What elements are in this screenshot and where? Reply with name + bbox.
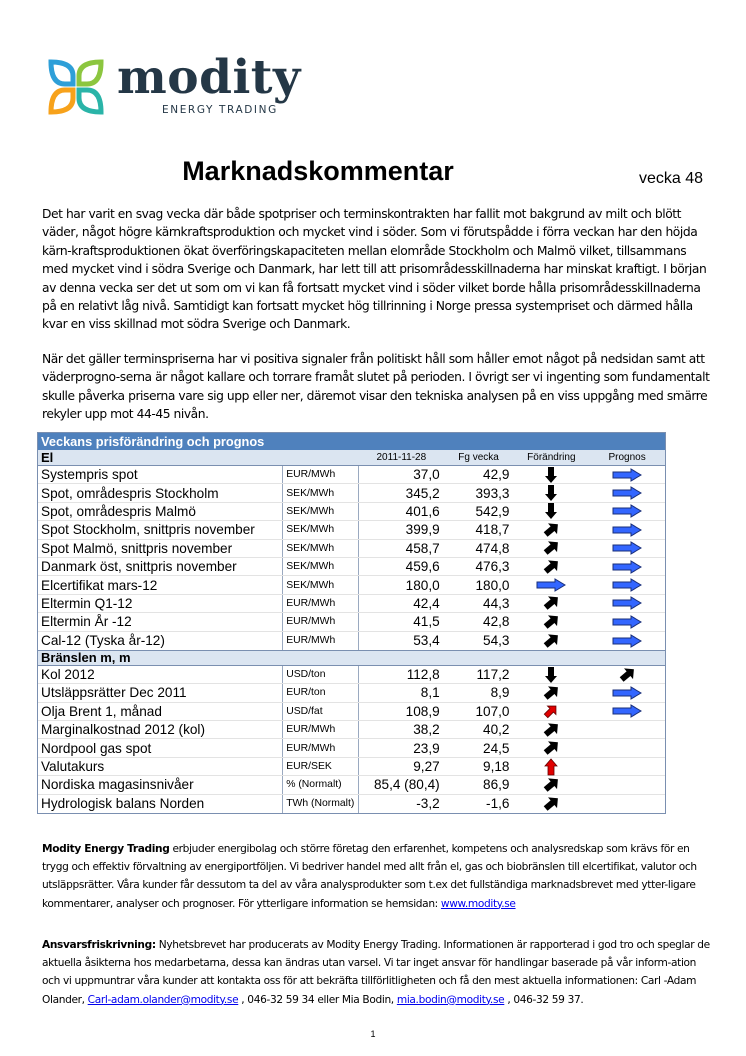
table-row [38, 521, 665, 539]
table-row [38, 595, 665, 613]
arrow-right-icon [612, 615, 642, 629]
row-current-value: 85,4 (80,4) [373, 777, 440, 793]
row-change [513, 684, 589, 701]
logo-subtitle: ENERGY TRADING [162, 104, 278, 116]
arrow-down-right-icon [541, 795, 561, 813]
table-row [38, 540, 665, 558]
row-previous-value: 8,9 [490, 685, 510, 701]
commentary-paragraph-2: När det gäller terminspriserna har vi positiva signaler från politiskt håll som håller emot något på nedsidan samt att väderprogno-serna är något kallare och torrare framåt slutet på perioden. I övrigt ser vi ingenting som fundamentalt skulle påverka priserna vare sig upp eller ner, däremot visar den tekniska analysen på en viss uppgång med smärre rekyler upp mot 44-45 nivån. [42, 352, 710, 422]
row-name: Eltermin År -12 [38, 613, 283, 630]
row-name: Olja Brent 1, månad [38, 703, 283, 720]
section-header-fuel [38, 650, 665, 666]
price-table-title: Veckans prisförändring och prognos [38, 433, 665, 450]
column-header-change: Förändring [527, 452, 576, 463]
row-forecast [589, 503, 665, 520]
row-forecast [589, 540, 665, 557]
row-previous-value: 44,3 [483, 595, 510, 611]
row-previous-value: 42,9 [483, 467, 510, 483]
row-unit: USD/fat [283, 703, 359, 720]
arrow-down-right-icon [541, 594, 561, 612]
row-previous-value: 42,8 [483, 614, 510, 630]
table-row [38, 795, 665, 813]
table-row [38, 576, 665, 594]
table-row [38, 666, 665, 684]
row-unit: SEK/MWh [283, 503, 359, 520]
table-row [38, 703, 665, 721]
row-forecast [589, 466, 665, 483]
section-title-fuel: Bränslen m, m [41, 650, 131, 666]
row-name: Elcertifikat mars-12 [38, 576, 283, 593]
disclaimer-body: Nyhetsbrevet har producerats av Modity Energy Trading. Informationen är rapporterad i god tro och speglar de aktuella åsikterna hos medarbetarna, dessa kan ändras utan varsel. Vi tar inget ansvar för handlingar baserade på vår inform-ation och vi uppmuntrar våra kunder att kontakta oss för att bekräfta tillförlitligheten och få den mest aktuella informationen: Carl -Adam Olander, [42, 939, 710, 1006]
modity-logo-icon [47, 58, 105, 116]
row-current-value: 112,8 [406, 667, 440, 683]
row-name: Eltermin Q1-12 [38, 595, 283, 612]
table-row [38, 684, 665, 702]
about-body: erbjuder energibolag och större företag den erfarenhet, kompetens och analysredskap som krävs för en trygg och effektiv förvaltning av energiportföljen. Vi bedriver handel med allt från el, gas och biobränslen till elcertifikat, valutor och utsläppsrätter. Våra kunder får dessutom ta del av våra analysprodukter som t.ex det fullständiga marknadsbrevet med ytter-ligare kommentarer, analyser och prognoser. För ytterligare information se hemsidan: [42, 843, 697, 910]
arrow-down-right-icon [541, 739, 561, 757]
row-change [513, 540, 589, 557]
row-unit: EUR/SEK [283, 758, 359, 775]
row-change [513, 703, 589, 720]
row-name: Spot, områdespris Malmö [38, 503, 283, 520]
row-previous-value: 107,0 [475, 703, 510, 719]
row-unit: TWh (Normalt) [283, 795, 359, 813]
row-current-value: 53,4 [413, 633, 440, 649]
email-link-bodin[interactable]: mia.bodin@modity.se [396, 993, 505, 1006]
arrow-right-icon [612, 634, 642, 648]
row-change [513, 795, 589, 813]
row-change [513, 776, 589, 793]
row-name: Utsläppsrätter Dec 2011 [38, 684, 283, 701]
arrow-right-icon [612, 504, 642, 518]
row-change [513, 576, 589, 593]
row-change [513, 558, 589, 575]
column-header-date: 2011-11-28 [376, 452, 427, 463]
row-current-value: 23,9 [413, 740, 440, 756]
arrow-down-icon [544, 502, 558, 520]
row-name: Kol 2012 [38, 666, 283, 683]
row-current-value: 180,0 [405, 577, 440, 593]
row-current-value: 345,2 [405, 485, 440, 501]
row-current-value: -3,2 [416, 796, 440, 812]
table-row [38, 558, 665, 576]
arrow-down-icon [544, 666, 558, 684]
row-name: Spot, områdespris Stockholm [38, 484, 283, 501]
row-forecast [589, 776, 665, 793]
row-unit: EUR/MWh [283, 595, 359, 612]
arrow-right-icon [612, 704, 642, 718]
fuel-rows [38, 666, 665, 813]
row-name: Marginalkostnad 2012 (kol) [38, 721, 283, 738]
table-row [38, 503, 665, 521]
arrow-right-icon [612, 560, 642, 574]
row-name: Spot Stockholm, snittpris november [38, 521, 283, 538]
row-current-value: 9,27 [413, 759, 440, 775]
table-row [38, 632, 665, 650]
row-current-value: 37,0 [413, 467, 440, 483]
arrow-up-icon [544, 758, 558, 776]
email-link-olander[interactable]: Carl-adam.olander@modity.se [87, 993, 239, 1006]
row-forecast [589, 613, 665, 630]
row-previous-value: 117,2 [476, 667, 510, 683]
row-change [513, 739, 589, 756]
arrow-right-icon [612, 686, 642, 700]
arrow-down-right-icon [541, 684, 561, 702]
arrow-down-right-icon [541, 539, 561, 557]
page-number: 1 [370, 1029, 376, 1039]
row-previous-value: 24,5 [483, 740, 510, 756]
row-forecast [589, 521, 665, 538]
row-change [513, 595, 589, 612]
row-previous-value: 393,3 [475, 485, 510, 501]
arrow-right-icon [612, 523, 642, 537]
row-change [513, 632, 589, 650]
row-unit: % (Normalt) [283, 776, 359, 793]
row-unit: EUR/MWh [283, 721, 359, 738]
website-link[interactable]: www.modity.se [440, 897, 516, 910]
row-previous-value: 86,9 [483, 777, 510, 793]
row-name: Spot Malmö, snittpris november [38, 540, 283, 557]
section-header-el [38, 450, 665, 466]
table-row [38, 721, 665, 739]
row-name: Hydrologisk balans Norden [38, 795, 283, 813]
row-unit: EUR/MWh [283, 613, 359, 630]
phone-bodin: , 046-32 59 37. [504, 993, 584, 1006]
row-forecast [589, 739, 665, 756]
table-row [38, 739, 665, 757]
row-previous-value: 180,0 [475, 577, 510, 593]
row-previous-value: 40,2 [483, 722, 510, 738]
row-name: Valutakurs [38, 758, 283, 775]
el-rows [38, 466, 665, 650]
arrow-down-icon [544, 484, 558, 502]
row-unit: SEK/MWh [283, 521, 359, 538]
arrow-down-right-icon [541, 613, 561, 631]
row-unit: SEK/MWh [283, 540, 359, 557]
row-change [513, 721, 589, 738]
row-unit: EUR/MWh [283, 739, 359, 756]
row-name: Systempris spot [38, 466, 283, 483]
arrow-down-right-icon [541, 521, 561, 539]
arrow-down-right-icon [617, 666, 637, 684]
row-change [513, 466, 589, 483]
row-unit: EUR/MWh [283, 466, 359, 483]
row-unit: EUR/MWh [283, 632, 359, 650]
row-name: Nordiska magasinsnivåer [38, 776, 283, 793]
row-current-value: 8,1 [420, 685, 440, 701]
about-text [42, 840, 714, 913]
week-label: vecka 48 [638, 170, 703, 187]
row-change [513, 613, 589, 630]
page-title: Marknadskommentar [182, 156, 454, 186]
row-previous-value: 9,18 [483, 759, 510, 775]
row-current-value: 42,4 [413, 595, 440, 611]
arrow-right-icon [612, 468, 642, 482]
arrow-right-icon [612, 596, 642, 610]
row-current-value: 108,9 [405, 703, 440, 719]
column-header-forecast: Prognos [608, 452, 646, 463]
row-unit: EUR/ton [283, 684, 359, 701]
row-forecast [589, 595, 665, 612]
arrow-down-right-icon [541, 776, 561, 794]
row-previous-value: 476,3 [475, 559, 510, 575]
row-unit: SEK/MWh [283, 558, 359, 575]
row-current-value: 459,6 [405, 559, 440, 575]
arrow-down-right-icon [541, 632, 561, 650]
commentary-paragraph-1: Det har varit en svag vecka där både spotpriser och terminskontrakten har fallit mot bakgrund av milt och blött väder, något högre kärnkraftsproduktion och mycket vind i söder. Som vi förutspådde i förra veckan har den höjda kärn-kraftsproduktionen ökat överföringskapaciteten mellan elområde Stockholm och Malmö vilket, tillsammans med mycket vind i södra Sverige och Danmark, har lett till att prisområdesskillnaderna har minskat kraftigt. I början av denna vecka ser det ut som om vi kan få fortsatt mycket vind i söder vilket borde hålla prisområdesskillnaderna på en relativt låg nivå. Samtidigt kan fortsatt mycket hög tillrinning i Norge pressa systempriset och därmed hålla kvar en viss skillnad mot södra Sverige och Danmark. [42, 207, 707, 332]
row-previous-value: 54,3 [483, 633, 510, 649]
phone-olander: , 046-32 59 34 eller Mia Bodin, [238, 993, 397, 1006]
arrow-right-icon [536, 578, 566, 592]
column-header-prev: Fg vecka [458, 452, 499, 463]
row-name: Nordpool gas spot [38, 739, 283, 756]
row-forecast [589, 558, 665, 575]
row-forecast [589, 666, 665, 683]
row-forecast [589, 795, 665, 813]
row-previous-value: 542,9 [475, 503, 510, 519]
price-table [37, 432, 666, 814]
row-change [513, 503, 589, 520]
section-title-el: El [41, 450, 54, 465]
table-row [38, 758, 665, 776]
table-row [38, 613, 665, 631]
arrow-down-right-icon [541, 558, 561, 576]
row-current-value: 401,6 [405, 503, 440, 519]
row-forecast [589, 703, 665, 720]
row-name: Danmark öst, snittpris november [38, 558, 283, 575]
row-current-value: 38,2 [413, 722, 440, 738]
table-row [38, 466, 665, 484]
row-previous-value: 474,8 [475, 540, 510, 556]
row-forecast [589, 758, 665, 775]
row-forecast [589, 721, 665, 738]
arrow-right-icon [612, 486, 642, 500]
row-forecast [589, 576, 665, 593]
arrow-right-icon [612, 578, 642, 592]
about-company: Modity Energy Trading [42, 843, 170, 855]
table-row [38, 776, 665, 794]
row-change [513, 484, 589, 501]
row-change [513, 521, 589, 538]
row-current-value: 458,7 [405, 540, 440, 556]
row-previous-value: -1,6 [486, 796, 510, 812]
table-row [38, 484, 665, 502]
logo-wordmark: modity [117, 50, 301, 105]
row-unit: USD/ton [283, 666, 359, 683]
row-forecast [589, 632, 665, 650]
row-change [513, 666, 589, 683]
modity-logo [47, 50, 307, 122]
row-current-value: 41,5 [413, 614, 440, 630]
row-unit: SEK/MWh [283, 576, 359, 593]
arrow-down-right-icon [541, 721, 561, 739]
row-change [513, 758, 589, 775]
row-unit: SEK/MWh [283, 484, 359, 501]
disclaimer-label: Ansvarsfriskrivning: [42, 939, 156, 951]
row-current-value: 399,9 [405, 522, 440, 538]
arrow-right-icon [612, 541, 642, 555]
arrow-up-right-icon [542, 703, 560, 719]
arrow-down-icon [544, 466, 558, 484]
row-forecast [589, 484, 665, 501]
row-previous-value: 418,7 [475, 522, 510, 538]
row-forecast [589, 684, 665, 701]
disclaimer-text [42, 936, 714, 1009]
row-name: Cal-12 (Tyska år-12) [38, 632, 283, 650]
